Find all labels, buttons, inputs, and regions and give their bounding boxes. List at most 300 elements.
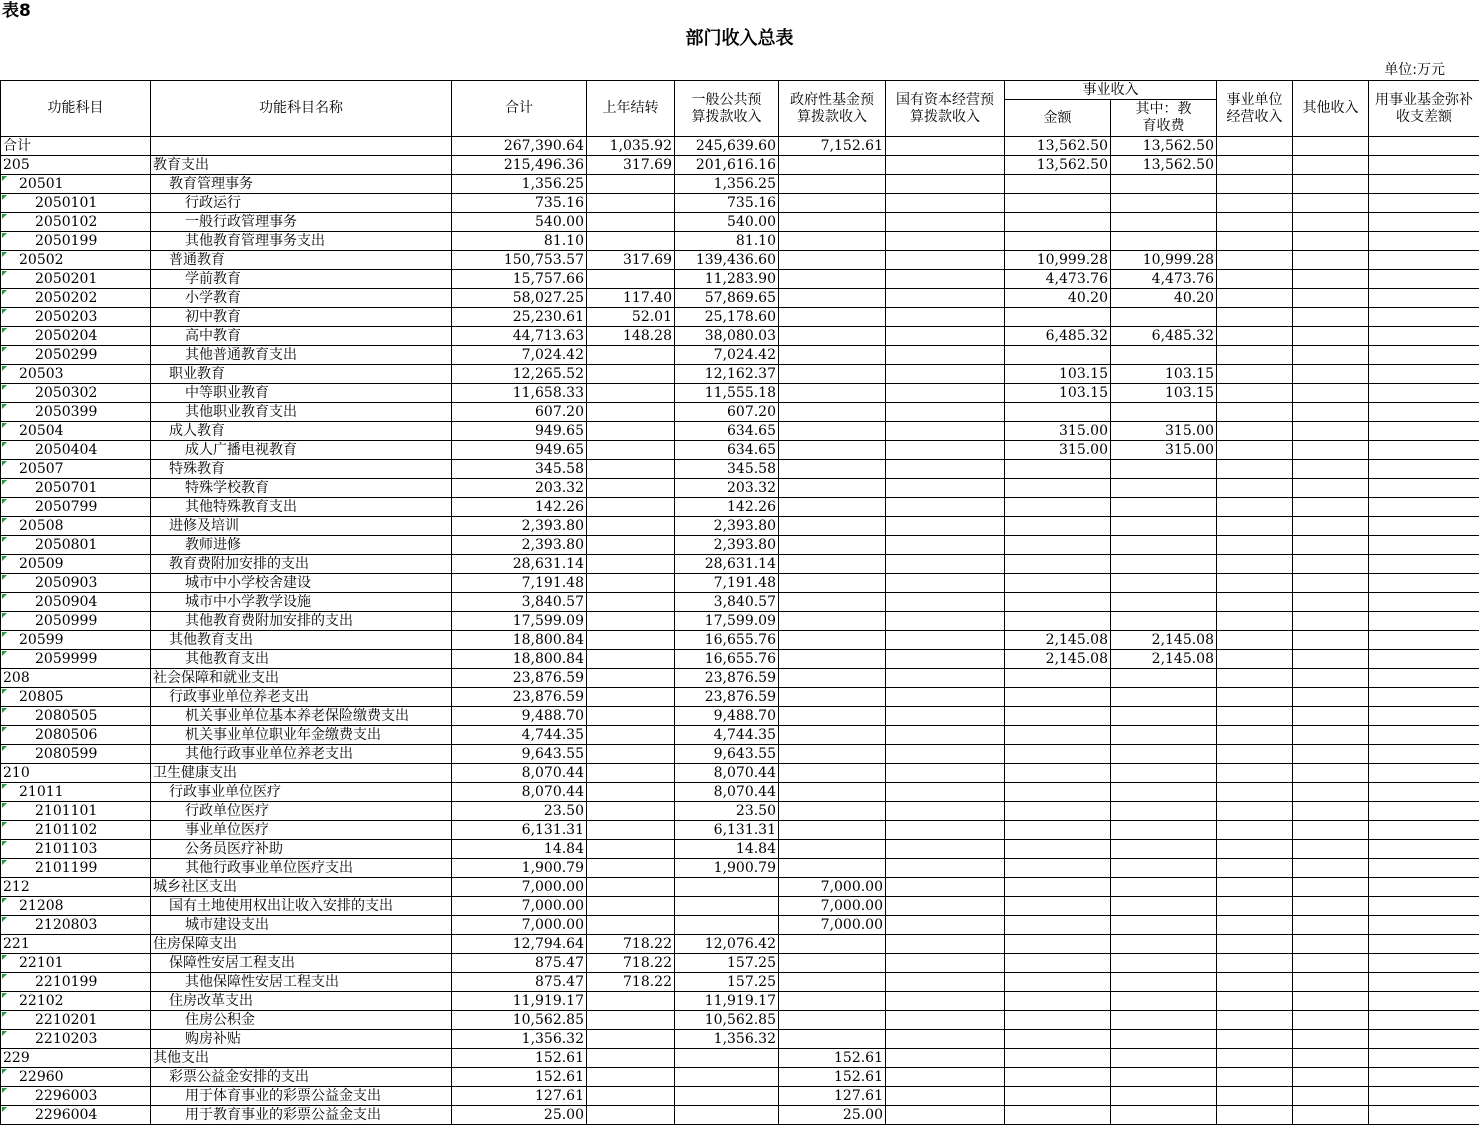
cell-other xyxy=(1293,574,1369,593)
cell-total: 10,562.85 xyxy=(452,1011,587,1030)
cell-code: 2080506 xyxy=(1,726,151,745)
cell-bedu xyxy=(1111,593,1217,612)
cell-name: 保障性安居工程支出 xyxy=(151,954,452,973)
cell-name: 行政事业单位养老支出 xyxy=(151,688,452,707)
cell-bedu xyxy=(1111,821,1217,840)
cell-fund xyxy=(1369,137,1479,156)
cell-state xyxy=(886,650,1005,669)
cell-total: 23,876.59 xyxy=(452,688,587,707)
cell-govfund: 7,000.00 xyxy=(779,916,886,935)
cell-unitop xyxy=(1217,156,1293,175)
cell-total: 7,000.00 xyxy=(452,897,587,916)
cell-total: 1,356.25 xyxy=(452,175,587,194)
cell-state xyxy=(886,555,1005,574)
cell-state xyxy=(886,840,1005,859)
cell-general: 2,393.80 xyxy=(675,517,779,536)
cell-code: 2050904 xyxy=(1,593,151,612)
cell-code: 20599 xyxy=(1,631,151,650)
cell-name: 其他普通教育支出 xyxy=(151,346,452,365)
cell-bamount xyxy=(1005,536,1111,555)
cell-general: 8,070.44 xyxy=(675,783,779,802)
cell-fund xyxy=(1369,726,1479,745)
cell-bedu: 10,999.28 xyxy=(1111,251,1217,270)
cell-total: 9,643.55 xyxy=(452,745,587,764)
cell-total: 150,753.57 xyxy=(452,251,587,270)
cell-state xyxy=(886,1087,1005,1106)
cell-bamount xyxy=(1005,593,1111,612)
cell-carryover xyxy=(587,593,675,612)
cell-general: 607.20 xyxy=(675,403,779,422)
cell-name: 城市中小学校舍建设 xyxy=(151,574,452,593)
cell-name xyxy=(151,137,452,156)
cell-other xyxy=(1293,137,1369,156)
cell-fund xyxy=(1369,1106,1479,1125)
cell-bamount xyxy=(1005,783,1111,802)
cell-govfund xyxy=(779,593,886,612)
cell-general: 81.10 xyxy=(675,232,779,251)
table-row xyxy=(1,1068,1479,1087)
cell-unitop xyxy=(1217,574,1293,593)
cell-bamount xyxy=(1005,175,1111,194)
cell-name: 其他行政事业单位医疗支出 xyxy=(151,859,452,878)
cell-bedu: 6,485.32 xyxy=(1111,327,1217,346)
cell-name: 其他职业教育支出 xyxy=(151,403,452,422)
cell-general: 16,655.76 xyxy=(675,631,779,650)
cell-bamount: 4,473.76 xyxy=(1005,270,1111,289)
cell-fund xyxy=(1369,194,1479,213)
table-row xyxy=(1,992,1479,1011)
cell-bamount xyxy=(1005,878,1111,897)
cell-carryover xyxy=(587,1106,675,1125)
cell-fund xyxy=(1369,270,1479,289)
table-row xyxy=(1,270,1479,289)
cell-fund xyxy=(1369,536,1479,555)
table-row xyxy=(1,574,1479,593)
cell-total: 4,744.35 xyxy=(452,726,587,745)
cell-carryover xyxy=(587,213,675,232)
cell-total: 12,265.52 xyxy=(452,365,587,384)
cell-bedu xyxy=(1111,878,1217,897)
cell-total: 215,496.36 xyxy=(452,156,587,175)
cell-other xyxy=(1293,289,1369,308)
cell-general: 16,655.76 xyxy=(675,650,779,669)
cell-other xyxy=(1293,232,1369,251)
cell-unitop xyxy=(1217,688,1293,707)
cell-bedu xyxy=(1111,612,1217,631)
cell-total: 15,757.66 xyxy=(452,270,587,289)
cell-bedu: 2,145.08 xyxy=(1111,631,1217,650)
cell-unitop xyxy=(1217,308,1293,327)
cell-code: 2050399 xyxy=(1,403,151,422)
cell-state xyxy=(886,593,1005,612)
cell-govfund xyxy=(779,783,886,802)
cell-code: 2050302 xyxy=(1,384,151,403)
cell-fund xyxy=(1369,688,1479,707)
cell-state xyxy=(886,916,1005,935)
cell-bamount: 40.20 xyxy=(1005,289,1111,308)
cell-code: 2101102 xyxy=(1,821,151,840)
cell-bedu xyxy=(1111,460,1217,479)
cell-unitop xyxy=(1217,1030,1293,1049)
cell-code: 2080505 xyxy=(1,707,151,726)
cell-govfund xyxy=(779,460,886,479)
cell-fund xyxy=(1369,460,1479,479)
cell-bedu: 103.15 xyxy=(1111,384,1217,403)
cell-other xyxy=(1293,498,1369,517)
cell-govfund xyxy=(779,840,886,859)
cell-govfund xyxy=(779,726,886,745)
cell-other xyxy=(1293,441,1369,460)
cell-unitop xyxy=(1217,327,1293,346)
cell-other xyxy=(1293,973,1369,992)
cell-total: 735.16 xyxy=(452,194,587,213)
table-row xyxy=(1,441,1479,460)
table-row xyxy=(1,612,1479,631)
cell-code: 2050101 xyxy=(1,194,151,213)
cell-state xyxy=(886,156,1005,175)
cell-general: 7,191.48 xyxy=(675,574,779,593)
cell-other xyxy=(1293,1087,1369,1106)
cell-bamount xyxy=(1005,308,1111,327)
cell-bedu xyxy=(1111,536,1217,555)
cell-unitop xyxy=(1217,1106,1293,1125)
cell-state xyxy=(886,270,1005,289)
cell-govfund xyxy=(779,631,886,650)
cell-bamount xyxy=(1005,479,1111,498)
cell-general: 28,631.14 xyxy=(675,555,779,574)
cell-bedu: 103.15 xyxy=(1111,365,1217,384)
cell-govfund xyxy=(779,289,886,308)
cell-code: 20504 xyxy=(1,422,151,441)
table-row xyxy=(1,954,1479,973)
cell-bedu xyxy=(1111,213,1217,232)
cell-carryover xyxy=(587,365,675,384)
cell-fund xyxy=(1369,555,1479,574)
cell-govfund xyxy=(779,194,886,213)
col-header-carryover: 上年结转 xyxy=(587,81,675,137)
cell-name: 其他保障性安居工程支出 xyxy=(151,973,452,992)
cell-bamount: 315.00 xyxy=(1005,422,1111,441)
cell-bedu xyxy=(1111,840,1217,859)
cell-govfund xyxy=(779,422,886,441)
cell-bamount xyxy=(1005,1068,1111,1087)
cell-state xyxy=(886,1049,1005,1068)
cell-unitop xyxy=(1217,536,1293,555)
cell-name: 进修及培训 xyxy=(151,517,452,536)
table-number: 表8 xyxy=(2,1,31,21)
cell-general: 11,555.18 xyxy=(675,384,779,403)
table-row xyxy=(1,308,1479,327)
cell-fund xyxy=(1369,403,1479,422)
cell-general: 157.25 xyxy=(675,973,779,992)
cell-carryover xyxy=(587,574,675,593)
cell-bedu xyxy=(1111,1106,1217,1125)
cell-unitop xyxy=(1217,384,1293,403)
cell-bamount xyxy=(1005,213,1111,232)
cell-bamount: 13,562.50 xyxy=(1005,156,1111,175)
cell-other xyxy=(1293,384,1369,403)
cell-bedu xyxy=(1111,935,1217,954)
cell-bamount xyxy=(1005,726,1111,745)
cell-name: 小学教育 xyxy=(151,289,452,308)
cell-total: 540.00 xyxy=(452,213,587,232)
cell-other xyxy=(1293,536,1369,555)
cell-total: 25,230.61 xyxy=(452,308,587,327)
table-row xyxy=(1,1030,1479,1049)
cell-fund xyxy=(1369,593,1479,612)
cell-carryover xyxy=(587,194,675,213)
cell-fund xyxy=(1369,498,1479,517)
cell-govfund xyxy=(779,365,886,384)
cell-fund xyxy=(1369,289,1479,308)
cell-carryover xyxy=(587,821,675,840)
cell-other xyxy=(1293,479,1369,498)
cell-general xyxy=(675,1087,779,1106)
cell-name: 住房公积金 xyxy=(151,1011,452,1030)
cell-fund xyxy=(1369,327,1479,346)
cell-state xyxy=(886,1030,1005,1049)
table-row xyxy=(1,251,1479,270)
cell-carryover xyxy=(587,441,675,460)
cell-govfund xyxy=(779,707,886,726)
cell-other xyxy=(1293,650,1369,669)
cell-govfund xyxy=(779,175,886,194)
cell-unitop xyxy=(1217,403,1293,422)
cell-govfund xyxy=(779,1011,886,1030)
cell-code: 2101103 xyxy=(1,840,151,859)
cell-fund xyxy=(1369,175,1479,194)
cell-state xyxy=(886,745,1005,764)
cell-name: 城市建设支出 xyxy=(151,916,452,935)
cell-fund xyxy=(1369,612,1479,631)
cell-general: 142.26 xyxy=(675,498,779,517)
cell-fund xyxy=(1369,1011,1479,1030)
cell-name: 中等职业教育 xyxy=(151,384,452,403)
cell-govfund xyxy=(779,992,886,1011)
cell-name: 教师进修 xyxy=(151,536,452,555)
cell-code: 22960 xyxy=(1,1068,151,1087)
cell-general: 11,283.90 xyxy=(675,270,779,289)
cell-other xyxy=(1293,1011,1369,1030)
cell-code: 2050199 xyxy=(1,232,151,251)
cell-total: 152.61 xyxy=(452,1068,587,1087)
col-header-total: 合计 xyxy=(452,81,587,137)
cell-bedu xyxy=(1111,403,1217,422)
cell-fund xyxy=(1369,973,1479,992)
cell-name: 一般行政管理事务 xyxy=(151,213,452,232)
cell-general: 17,599.09 xyxy=(675,612,779,631)
cell-fund xyxy=(1369,650,1479,669)
cell-general: 203.32 xyxy=(675,479,779,498)
cell-govfund: 25.00 xyxy=(779,1106,886,1125)
cell-unitop xyxy=(1217,251,1293,270)
cell-state xyxy=(886,783,1005,802)
cell-unitop xyxy=(1217,916,1293,935)
cell-carryover xyxy=(587,498,675,517)
table-row xyxy=(1,764,1479,783)
cell-govfund xyxy=(779,1030,886,1049)
cell-state xyxy=(886,1106,1005,1125)
table-row xyxy=(1,650,1479,669)
cell-name: 卫生健康支出 xyxy=(151,764,452,783)
cell-govfund xyxy=(779,574,886,593)
cell-unitop xyxy=(1217,213,1293,232)
cell-govfund xyxy=(779,517,886,536)
cell-carryover xyxy=(587,764,675,783)
cell-state xyxy=(886,574,1005,593)
cell-unitop xyxy=(1217,973,1293,992)
cell-other xyxy=(1293,821,1369,840)
cell-state xyxy=(886,631,1005,650)
cell-code: 21208 xyxy=(1,897,151,916)
col-header-business-amount: 金额 xyxy=(1005,100,1111,137)
cell-other xyxy=(1293,992,1369,1011)
cell-unitop xyxy=(1217,707,1293,726)
cell-general: 634.65 xyxy=(675,422,779,441)
cell-bamount xyxy=(1005,1030,1111,1049)
cell-code: 229 xyxy=(1,1049,151,1068)
cell-code: 2050799 xyxy=(1,498,151,517)
cell-state xyxy=(886,137,1005,156)
cell-code: 212 xyxy=(1,878,151,897)
cell-general: 735.16 xyxy=(675,194,779,213)
cell-state xyxy=(886,764,1005,783)
cell-bamount xyxy=(1005,555,1111,574)
cell-general xyxy=(675,1106,779,1125)
col-header-code: 功能科目 xyxy=(1,81,151,137)
cell-state xyxy=(886,498,1005,517)
cell-name: 行政单位医疗 xyxy=(151,802,452,821)
cell-code: 20503 xyxy=(1,365,151,384)
cell-state xyxy=(886,327,1005,346)
table-row xyxy=(1,1087,1479,1106)
cell-unitop xyxy=(1217,479,1293,498)
cell-bedu xyxy=(1111,745,1217,764)
cell-name: 行政事业单位医疗 xyxy=(151,783,452,802)
cell-code: 2080599 xyxy=(1,745,151,764)
cell-bamount xyxy=(1005,669,1111,688)
cell-fund xyxy=(1369,232,1479,251)
cell-code: 20508 xyxy=(1,517,151,536)
table-row xyxy=(1,498,1479,517)
cell-other xyxy=(1293,555,1369,574)
cell-govfund xyxy=(779,764,886,783)
cell-other xyxy=(1293,897,1369,916)
cell-bedu xyxy=(1111,859,1217,878)
cell-bedu xyxy=(1111,973,1217,992)
cell-govfund xyxy=(779,612,886,631)
table-row xyxy=(1,726,1479,745)
cell-govfund xyxy=(779,232,886,251)
cell-state xyxy=(886,536,1005,555)
cell-carryover xyxy=(587,479,675,498)
cell-bamount xyxy=(1005,346,1111,365)
cell-carryover xyxy=(587,916,675,935)
cell-state xyxy=(886,821,1005,840)
cell-general xyxy=(675,1068,779,1087)
cell-other xyxy=(1293,270,1369,289)
cell-general xyxy=(675,916,779,935)
cell-general: 12,076.42 xyxy=(675,935,779,954)
cell-carryover xyxy=(587,840,675,859)
cell-unitop xyxy=(1217,270,1293,289)
cell-other xyxy=(1293,935,1369,954)
cell-total: 17,599.09 xyxy=(452,612,587,631)
table-row xyxy=(1,213,1479,232)
cell-carryover xyxy=(587,460,675,479)
cell-name: 教育费附加安排的支出 xyxy=(151,555,452,574)
cell-state xyxy=(886,441,1005,460)
cell-total: 875.47 xyxy=(452,973,587,992)
table-row xyxy=(1,232,1479,251)
cell-govfund xyxy=(779,954,886,973)
cell-unitop xyxy=(1217,593,1293,612)
cell-total: 12,794.64 xyxy=(452,935,587,954)
cell-general: 23.50 xyxy=(675,802,779,821)
cell-total: 1,900.79 xyxy=(452,859,587,878)
cell-general: 23,876.59 xyxy=(675,669,779,688)
cell-unitop xyxy=(1217,175,1293,194)
cell-other xyxy=(1293,194,1369,213)
table-row xyxy=(1,517,1479,536)
cell-carryover: 52.01 xyxy=(587,308,675,327)
cell-bamount xyxy=(1005,498,1111,517)
cell-other xyxy=(1293,783,1369,802)
cell-name: 住房保障支出 xyxy=(151,935,452,954)
cell-name: 成人广播电视教育 xyxy=(151,441,452,460)
cell-total: 81.10 xyxy=(452,232,587,251)
cell-bedu xyxy=(1111,1030,1217,1049)
table-row xyxy=(1,460,1479,479)
cell-code: 2296004 xyxy=(1,1106,151,1125)
cell-other xyxy=(1293,954,1369,973)
table-row xyxy=(1,631,1479,650)
cell-total: 607.20 xyxy=(452,403,587,422)
page-title: 部门收入总表 xyxy=(685,28,794,49)
cell-fund xyxy=(1369,574,1479,593)
cell-total: 23,876.59 xyxy=(452,669,587,688)
cell-carryover: 317.69 xyxy=(587,156,675,175)
col-header-gov-fund: 政府性基金预算拨款收入 xyxy=(779,81,886,137)
cell-other xyxy=(1293,346,1369,365)
cell-other xyxy=(1293,327,1369,346)
table-row xyxy=(1,593,1479,612)
cell-other xyxy=(1293,175,1369,194)
cell-unitop xyxy=(1217,1087,1293,1106)
cell-other xyxy=(1293,631,1369,650)
cell-carryover: 117.40 xyxy=(587,289,675,308)
cell-bedu xyxy=(1111,897,1217,916)
cell-carryover xyxy=(587,270,675,289)
cell-total: 14.84 xyxy=(452,840,587,859)
unit-label: 单位:万元 xyxy=(1384,62,1445,78)
cell-general: 2,393.80 xyxy=(675,536,779,555)
cell-general: 345.58 xyxy=(675,460,779,479)
cell-govfund xyxy=(779,688,886,707)
cell-bedu xyxy=(1111,194,1217,213)
cell-govfund xyxy=(779,251,886,270)
cell-code: 20507 xyxy=(1,460,151,479)
cell-bamount: 10,999.28 xyxy=(1005,251,1111,270)
cell-state xyxy=(886,669,1005,688)
cell-carryover xyxy=(587,403,675,422)
cell-unitop xyxy=(1217,232,1293,251)
cell-other xyxy=(1293,745,1369,764)
cell-carryover xyxy=(587,802,675,821)
table-row xyxy=(1,555,1479,574)
cell-bamount xyxy=(1005,707,1111,726)
cell-name: 用于体育事业的彩票公益金支出 xyxy=(151,1087,452,1106)
